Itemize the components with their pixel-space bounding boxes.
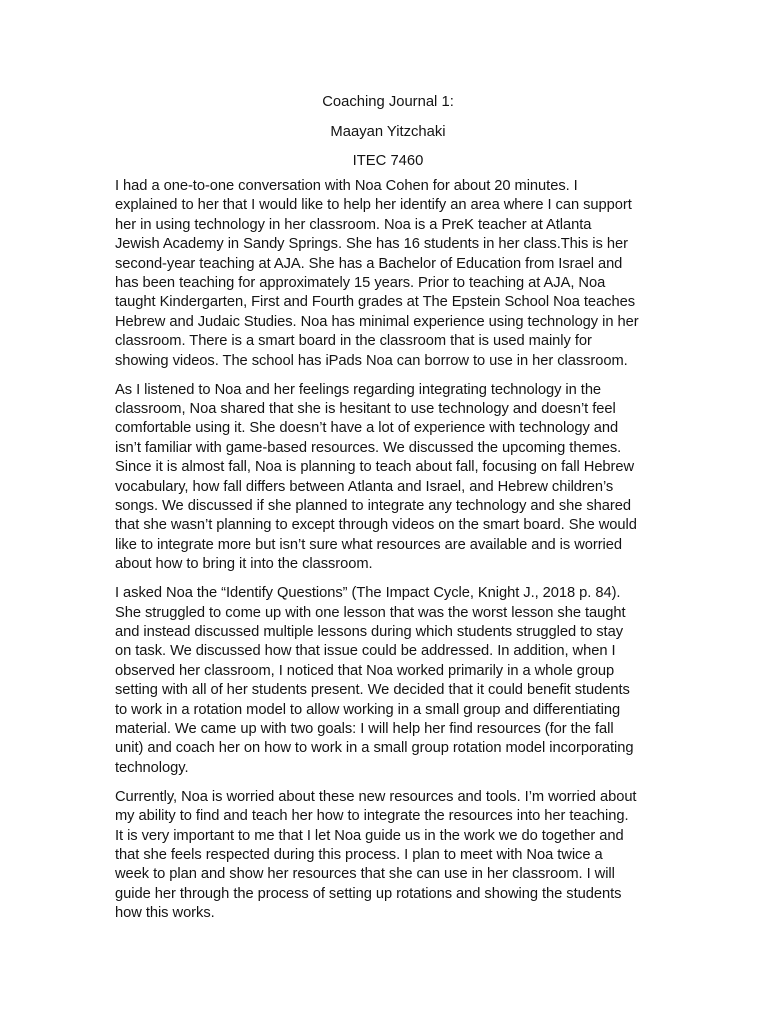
document-page (115, 92, 661, 933)
course-code: ITEC 7460 (352, 153, 424, 169)
document-title: Coaching Journal 1: (322, 94, 454, 110)
paragraph-1: I had a one-to-one conversation with Noa Cohen for about 20 minutes. I explained to her that I would like to help her identify an area where I can support her in using technology in her classroom. Noa is a PreK teacher at Atlanta Jewish Academy in Sandy Springs. She has 16 students in her class.This is her second-year teaching at AJA. She has a Bachelor of Education from Israel and has been teaching for approximately 15 years. Prior to teaching at AJA, Noa taught Kindergarten, First and Fourth grades at The Epstein School Noa teaches Hebrew and Judaic Studies. Noa has minimal experience using technology in her classroom. There is a smart board in the classroom that is used mainly for showing videos. The school has iPads Noa can borrow to use in her classroom. (115, 178, 639, 369)
paragraph-3: I asked Noa the “Identify Questions” (The Impact Cycle, Knight J., 2018 p. 84). She struggled to come up with one lesson that was the worst lesson she taught and instead discussed multiple lessons during which students struggled to stay on task. We discussed how that issue could be addressed. In addition, when I observed her classroom, I noticed that Noa worked primarily in a whole group setting with all of her students present. We decided that it could benefit students to work in a rotation model to allow working in a small group and differentiating material. We came up with two goals: I will help her find resources (for the fall unit) and coach her on how to work in a small group rotation model incorporating technology. (115, 585, 634, 776)
paragraph-4: Currently, Noa is worried about these new resources and tools. I’m worried about my ability to find and teach her how to integrate the resources into her teaching. It is very important to me that I let Noa guide us in the work we do together and that she feels respected during this process. I plan to meet with Noa twice a week to plan and show her resources that she can use in her classroom. I will guide her through the process of setting up rotations and showing the students how this works. (115, 788, 637, 922)
author-name: Maayan Yitzchaki (330, 123, 446, 140)
paragraph-2: As I listened to Noa and her feelings regarding integrating technology in the classroom, Noa shared that she is hesitant to use technology and doesn’t feel comfortable using it. She doesn’t have a lot of experience with technology and isn’t familiar with game-based resources. We discussed the upcoming themes. Since it is almost fall, Noa is planning to teach about fall, focusing on fall Hebrew vocabulary, how fall differs between Atlanta and Israel, and Hebrew children’s songs. We discussed if she planned to integrate any technology and she shared that she wasn’t planning to except through videos on the smart board. She would like to integrate more but isn’t sure what resources are available and is worried about how to bring it into the classroom. (115, 381, 637, 573)
